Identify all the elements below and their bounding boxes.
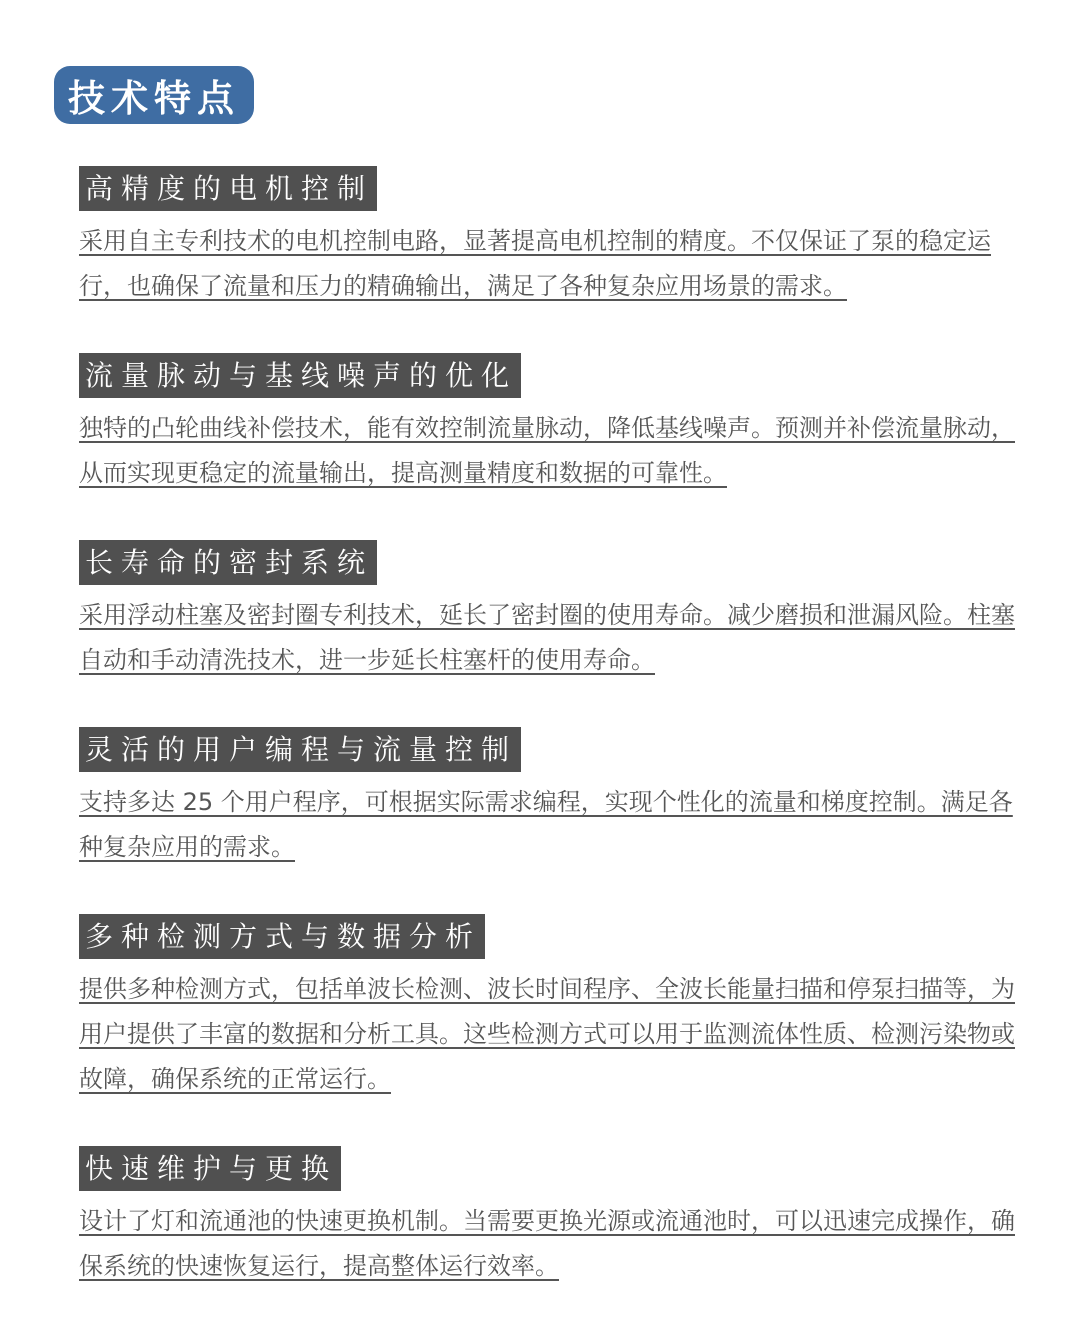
section-title: 流量脉动与基线噪声的优化 (79, 353, 521, 398)
feature-section-motor-control (79, 166, 1039, 309)
feature-section-seal-system (79, 540, 1039, 683)
section-body: 提供多种检测方式，包括单波长检测、波长时间程序、全波长能量扫描和停泵扫描等，为用户提供了丰富的数据和分析工具。这些检测方式可以用于监测流体性质、检测污染物或故障，确保系统的正常运行。 (79, 975, 1015, 1093)
section-title: 长寿命的密封系统 (79, 540, 377, 585)
feature-section-quick-maintenance (79, 1146, 1039, 1289)
section-body: 采用自主专利技术的电机控制电路，显著提高电机控制的精度。不仅保证了泵的稳定运行，也确保了流量和压力的精确输出，满足了各种复杂应用场景的需求。 (79, 227, 991, 300)
section-title: 高精度的电机控制 (79, 166, 377, 211)
page-title: 技术特点 (68, 77, 240, 120)
feature-list (79, 166, 1039, 1333)
section-body: 独特的凸轮曲线补偿技术，能有效控制流量脉动，降低基线噪声。预测并补偿流量脉动，从而实现更稳定的流量输出，提高测量精度和数据的可靠性。 (79, 414, 1015, 487)
feature-section-user-programming (79, 727, 1039, 870)
section-body: 支持多达 25 个用户程序，可根据实际需求编程，实现个性化的流量和梯度控制。满足各种复杂应用的需求。 (79, 788, 1013, 861)
section-body: 采用浮动柱塞及密封圈专利技术，延长了密封圈的使用寿命。减少磨损和泄漏风险。柱塞自动和手动清洗技术，进一步延长柱塞杆的使用寿命。 (79, 601, 1015, 674)
section-title: 多种检测方式与数据分析 (79, 914, 485, 959)
page-header (54, 66, 254, 124)
section-body: 设计了灯和流通池的快速更换机制。当需要更换光源或流通池时，可以迅速完成操作，确保系统的快速恢复运行，提高整体运行效率。 (79, 1207, 1015, 1280)
feature-section-flow-pulsation (79, 353, 1039, 496)
section-title: 灵活的用户编程与流量控制 (79, 727, 521, 772)
feature-section-detection-analysis (79, 914, 1039, 1102)
section-title: 快速维护与更换 (79, 1146, 341, 1191)
